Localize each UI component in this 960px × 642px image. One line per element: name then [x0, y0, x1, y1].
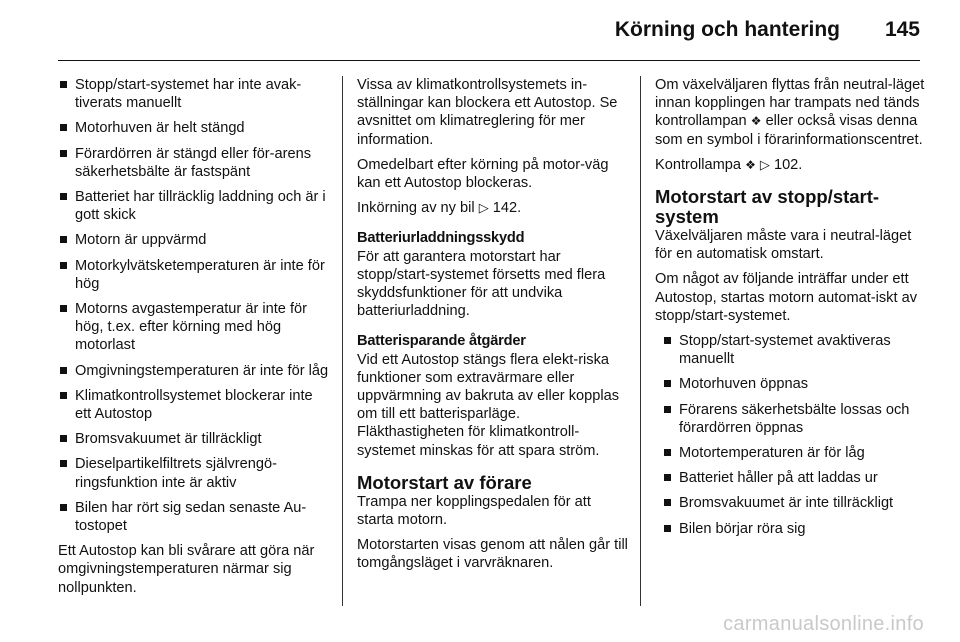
- cross-reference-page: 102.: [773, 156, 803, 173]
- cross-reference: [655, 156, 927, 174]
- column-3: [655, 76, 927, 545]
- paragraph-text: eller också visas denna som en symbol i förarinformationscentret.: [655, 113, 923, 148]
- page-number: 145: [884, 18, 920, 41]
- cross-reference-page: 142.: [492, 200, 522, 217]
- list-item: Motorhuven är helt stängd: [58, 119, 330, 137]
- column-1: [58, 76, 330, 604]
- list-item: Bromsvakuumet är tillräckligt: [58, 430, 330, 448]
- paragraph: Om något av följande inträffar under ett Autostop, startas motorn automat-iskt av stopp/start-systemet.: [655, 271, 917, 324]
- column-divider-1: [342, 76, 343, 606]
- list-item: Motorkylvätsketemperaturen är inte för hög: [58, 257, 330, 293]
- list-item: Batteriet håller på att laddas ur: [662, 469, 927, 487]
- paragraph: [655, 76, 927, 149]
- list-item: Stopp/start-systemet har inte avak-tiverats manuellt: [58, 76, 330, 112]
- paragraph: Växelväljaren måste vara i neutral-läget för en automatisk omstart.: [655, 228, 912, 263]
- list-item: Motorns avgastemperatur är inte för hög, t.ex. efter körning med hög motorlast: [58, 300, 330, 355]
- triangle-right-icon: ▷: [759, 156, 770, 172]
- paragraph: Omedelbart efter körning på motor-väg kan ett Autostop blockeras.: [357, 156, 609, 192]
- watermark: carmanualsonline.info: [723, 613, 924, 635]
- list-item: Förarens säkerhetsbälte lossas och förardörren öppnas: [662, 401, 927, 437]
- list-item: Bilen börjar röra sig: [662, 520, 927, 538]
- paragraph: Vissa av klimatkontrollsystemets in-ställningar kan blockera ett Autostop. Se avsnittet om klimatreglering för mer information.: [357, 77, 618, 148]
- list-item: Motortemperaturen är för låg: [662, 444, 927, 462]
- list-item: Dieselpartikelfiltrets självrengö-ringsfunktion inte är aktiv: [58, 455, 330, 491]
- column-2: [357, 76, 629, 580]
- list-item: Förardörren är stängd eller för-arens säkerhetsbälte är fastspänt: [58, 145, 330, 181]
- paragraph-text: Om växelväljaren flyttas från neutral-läget innan kopplingen har trampats ned tänds kontrollampan: [655, 77, 925, 130]
- cross-reference: [357, 199, 629, 217]
- list-item: Bilen har rört sig sedan senaste Au-tostopet: [58, 499, 330, 535]
- list-item: Bromsvakuumet är inte tillräckligt: [662, 494, 927, 512]
- paragraph: För att garantera motorstart har stopp/start-systemet försetts med flera skyddsfunktioner för att undvika batteriurladdning.: [357, 248, 606, 320]
- cross-reference-text: Inkörning av ny bil: [357, 200, 475, 217]
- list-item: Omgivningstemperaturen är inte för låg: [58, 362, 330, 380]
- cross-reference-text: Kontrollampa: [655, 156, 741, 173]
- paragraph: Motorstarten visas genom att nålen går till tomgångsläget i varvräknaren.: [357, 537, 628, 572]
- column-divider-2: [640, 76, 641, 606]
- list-item: Motorhuven öppnas: [662, 375, 927, 393]
- paragraph: Trampa ner kopplingspedalen för att starta motorn.: [357, 493, 591, 529]
- closing-paragraph: Ett Autostop kan bli svårare att göra när omgivningstemperaturen närmar sig nollpunkten.: [58, 543, 315, 596]
- condition-list: [58, 76, 330, 535]
- list-item: Klimatkontrollsystemet blockerar inte ett Autostop: [58, 387, 330, 423]
- list-item: Motorn är uppvärmd: [58, 231, 330, 249]
- restart-condition-list: [655, 332, 927, 538]
- paragraph: Vid ett Autostop stängs flera elekt-riska funktioner som extravärmare eller uppvärmning av bakruta av eller kopplas om till ett batterisparläge. Fläkthastigheten för klimatkontroll-systemet minskas för att spara ström.: [357, 351, 620, 459]
- list-item: Stopp/start-systemet avaktiveras manuellt: [662, 332, 927, 368]
- subheading: Batterisparande åtgärder: [357, 333, 526, 350]
- autostop-lamp-icon: ❖: [750, 114, 762, 129]
- subheading: Batteriurladdningsskydd: [357, 230, 525, 247]
- header-divider: [58, 60, 920, 61]
- page-title: Körning och hantering: [614, 18, 840, 41]
- triangle-right-icon: ▷: [478, 200, 489, 216]
- autostop-lamp-icon: ❖: [745, 157, 756, 172]
- page-header: [0, 0, 960, 62]
- section-heading: Motorstart av stopp/start-system: [655, 186, 880, 228]
- section-heading: Motorstart av förare: [357, 471, 532, 493]
- list-item: Batteriet har tillräcklig laddning och är i gott skick: [58, 188, 330, 224]
